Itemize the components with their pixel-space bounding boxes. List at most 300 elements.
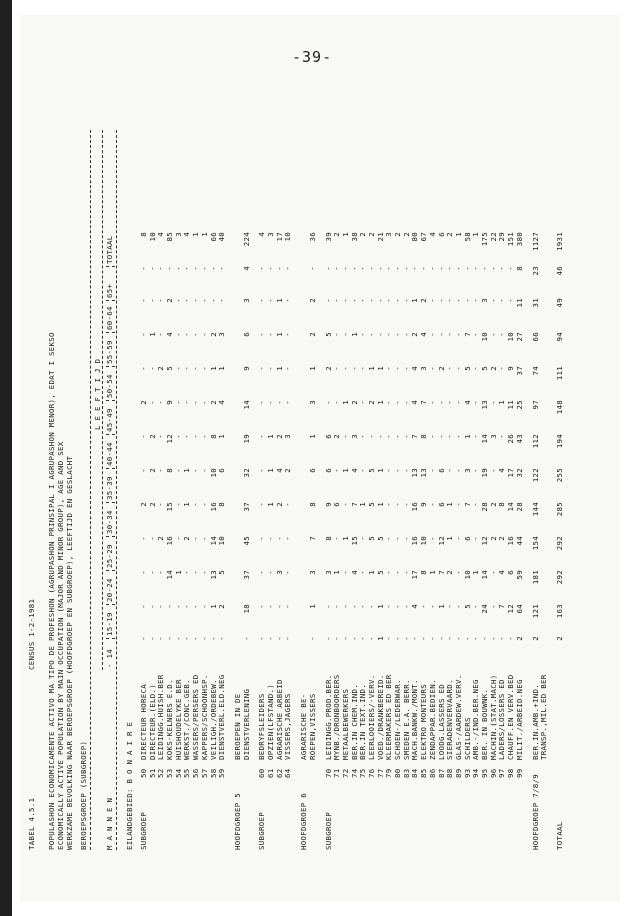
table-cell: 17 xyxy=(506,468,516,478)
table-cell: 6 xyxy=(436,232,446,237)
column-divider xyxy=(106,434,115,435)
table-cell: 2 xyxy=(349,400,359,405)
table-cell: 2 xyxy=(307,298,317,303)
row-label: WERKST./CONC.GEB. xyxy=(182,679,192,760)
table-cell: 255 xyxy=(555,468,565,483)
table-cell: 3 xyxy=(266,232,276,237)
table-cell: 1 xyxy=(471,232,481,237)
table-cell: - xyxy=(266,366,276,371)
table-cell: - xyxy=(156,400,166,405)
table-cell: - xyxy=(199,266,209,271)
table-cell: - xyxy=(139,434,148,439)
table-cell: - xyxy=(367,636,377,641)
table-row xyxy=(556,140,565,860)
table-cell: 39 xyxy=(323,232,333,242)
table-cell: - xyxy=(471,332,481,337)
table-cell: 4 xyxy=(241,266,251,271)
table-cell: 2 xyxy=(332,232,342,237)
table-cell: 6 xyxy=(332,502,342,507)
table-cell: - xyxy=(453,366,463,371)
table-cell: - xyxy=(375,298,385,303)
table-cell: - xyxy=(453,298,463,303)
table-cell: - xyxy=(266,298,276,303)
table-row xyxy=(218,140,227,860)
table-cell: 2 xyxy=(274,502,284,507)
table-cell: 37 xyxy=(241,570,251,580)
table-cell: 5 xyxy=(479,366,489,371)
column-divider xyxy=(106,604,115,605)
table-cell: - xyxy=(323,298,333,303)
row-label: KOKS-KELNERS E.D. xyxy=(165,679,175,760)
rule-leeftijd xyxy=(102,130,103,670)
table-cell: 285 xyxy=(555,502,565,517)
table-cell: - xyxy=(173,400,183,405)
table-cell: - xyxy=(147,266,157,271)
table-cell: 1 xyxy=(462,434,472,439)
table-cell: - xyxy=(182,266,192,271)
table-cell: 94 xyxy=(555,332,565,342)
row-code: 72 xyxy=(340,768,350,778)
table-cell: - xyxy=(384,536,394,541)
table-cell: 6 xyxy=(241,332,251,337)
table-cell: 3 xyxy=(479,298,489,303)
row-label: LADERS/LOSSERS ED xyxy=(497,679,507,760)
table-cell: - xyxy=(257,536,267,541)
table-cell: 1 xyxy=(182,502,192,507)
table-cell: - xyxy=(471,468,481,473)
table-cell: - xyxy=(156,604,166,609)
table-cell: - xyxy=(358,636,368,641)
table-cell: 1 xyxy=(349,332,359,337)
table-cell: - xyxy=(332,604,342,609)
table-cell: - xyxy=(199,468,209,473)
table-cell: - xyxy=(199,604,209,609)
table-cell: 43 xyxy=(514,434,524,444)
table-cell: - xyxy=(375,332,385,337)
table-cell: - xyxy=(323,604,333,609)
row-label: SMEDEN E.A. BERR. xyxy=(401,679,411,760)
table-cell: - xyxy=(165,636,175,641)
table-cell: - xyxy=(266,266,276,271)
table-cell: 13 xyxy=(419,468,429,478)
column-header: - 14 xyxy=(105,649,114,668)
table-cell: - xyxy=(436,400,446,405)
table-cell: - xyxy=(410,266,420,271)
row-code: 75 xyxy=(358,768,368,778)
table-cell: - xyxy=(427,434,437,439)
table-cell: - xyxy=(241,636,251,641)
table-cell: - xyxy=(266,604,276,609)
table-cell: - xyxy=(401,400,411,405)
table-cell: 1 xyxy=(147,332,157,337)
table-cell: 3 xyxy=(462,468,472,473)
column-divider xyxy=(106,536,115,537)
table-cell: - xyxy=(401,468,411,473)
table-cell: 8 xyxy=(323,536,333,541)
table-cell: - xyxy=(393,298,403,303)
table-cell: 3 xyxy=(241,298,251,303)
row-label: BER.IN CHEM.IND. xyxy=(349,684,359,760)
table-cell: - xyxy=(191,502,201,507)
column-header-row xyxy=(106,100,116,860)
table-cell: - xyxy=(257,570,267,575)
table-cell: - xyxy=(283,536,293,541)
row-label: BEROEPEN IN DE xyxy=(233,693,242,760)
title-line-3: WERKZAME BEVOLKING NAAR BEROEPSGROEP (HOOFDGROEP EN SUBGROEP), LEEFTIJD EN GESLACHT xyxy=(65,455,74,850)
sex-heading: M A N N E N xyxy=(105,797,114,850)
table-cell: - xyxy=(410,636,420,641)
table-cell: 1 xyxy=(436,604,446,609)
table-cell: - xyxy=(283,570,293,575)
table-cell: - xyxy=(393,570,403,575)
table-cell: - xyxy=(283,502,293,507)
table-cell: 2 xyxy=(445,570,455,575)
table-cell: 7 xyxy=(410,434,420,439)
table-cell: 2 xyxy=(182,536,192,541)
section-label: HOOFDGROEP 6 xyxy=(299,793,309,850)
table-cell: 194 xyxy=(555,434,565,449)
table-cell: 14 xyxy=(479,570,489,580)
table-cell: - xyxy=(156,570,166,575)
table-cell: 4 xyxy=(410,366,420,371)
table-cell: - xyxy=(349,636,359,641)
row-code: 76 xyxy=(367,768,377,778)
table-cell: 4 xyxy=(419,332,429,337)
section-label: HOOFDGROEP 7/8/9 xyxy=(530,774,540,850)
table-cell: - xyxy=(257,266,267,271)
table-cell: 1 xyxy=(375,366,385,371)
table-cell: - xyxy=(453,636,463,641)
table-cell: - xyxy=(393,266,403,271)
table-cell: - xyxy=(384,298,394,303)
table-cell: 15 xyxy=(349,536,359,546)
table-cell: 1 xyxy=(199,232,209,237)
row-code: 74 xyxy=(349,768,359,778)
table-cell: 7 xyxy=(419,400,429,405)
table-cell: 2 xyxy=(156,536,166,541)
table-row xyxy=(516,140,525,860)
table-cell: 1 xyxy=(471,570,481,575)
census-label: CENSUS 1-2-1981 xyxy=(27,598,36,670)
table-cell: 9 xyxy=(165,400,175,405)
table-cell: - xyxy=(307,266,317,271)
table-cell: 7 xyxy=(307,536,317,541)
table-cell: - xyxy=(427,536,437,541)
table-cell: 14 xyxy=(506,502,516,512)
table-cell: 1 xyxy=(445,502,455,507)
table-cell: - xyxy=(340,502,350,507)
table-cell: 1 xyxy=(191,232,201,237)
row-code: 51 xyxy=(147,768,157,778)
table-cell: - xyxy=(332,400,342,405)
table-cell: 1931 xyxy=(555,232,565,251)
table-cell: - xyxy=(182,400,192,405)
table-cell: - xyxy=(375,434,385,439)
table-cell: - xyxy=(173,604,183,609)
column-header: 15-19 xyxy=(105,612,114,636)
section-label: SUBGROEP xyxy=(139,812,148,850)
table-cell: - xyxy=(427,636,437,641)
table-cell: - xyxy=(349,298,359,303)
table-cell: 24 xyxy=(479,604,489,614)
table-cell: - xyxy=(199,502,209,507)
table-cell: - xyxy=(147,400,157,405)
table-cell: 1 xyxy=(307,366,317,371)
table-cell: - xyxy=(323,636,333,641)
table-cell: 21 xyxy=(375,232,385,242)
table-cell: 7 xyxy=(497,604,507,609)
table-cell: - xyxy=(332,266,342,271)
table-cell: 2 xyxy=(147,502,157,507)
table-cell: 4 xyxy=(410,400,420,405)
table-cell: - xyxy=(274,266,284,271)
table-cell: 3 xyxy=(283,434,293,439)
row-label: OPZIEN(LFSTAND.) xyxy=(266,684,276,760)
table-cell: 8 xyxy=(419,570,429,575)
row-code: 55 xyxy=(182,768,192,778)
table-cell: 9 xyxy=(241,366,251,371)
rule-colhead xyxy=(116,130,117,850)
row-group xyxy=(556,140,565,860)
table-cell: - xyxy=(199,570,209,575)
table-cell: 7 xyxy=(462,502,472,507)
table-cell: - xyxy=(367,332,377,337)
table-cell: - xyxy=(419,604,429,609)
table-cell: - xyxy=(139,468,148,473)
row-label: BER. IN BOUWNK. xyxy=(479,688,489,760)
table-cell: - xyxy=(191,434,201,439)
row-label: MACH.BANKW./MONT. xyxy=(410,679,420,760)
table-cell: - xyxy=(191,536,201,541)
table-cell: 1 xyxy=(274,366,284,371)
column-header: 55-59 xyxy=(105,340,114,364)
table-cell: - xyxy=(340,366,350,371)
table-cell: 15 xyxy=(165,502,175,512)
table-cell: 7 xyxy=(349,502,359,507)
row-code: 70 xyxy=(323,768,333,778)
row-code: 94 xyxy=(471,768,481,778)
table-cell: 5 xyxy=(367,502,377,507)
table-cell: 46 xyxy=(555,266,565,276)
title-line-2: ECONOMICALLY ACTIVE POPULATION BY MAIN OCCUPATION (MAJOR AND MINOR GROUP), AGE AND SEX xyxy=(56,441,65,850)
table-row xyxy=(243,140,252,860)
table-cell: 7 xyxy=(462,332,472,337)
table-cell: - xyxy=(257,332,267,337)
table-cell: 44 xyxy=(514,536,524,546)
table-cell: 3 xyxy=(274,570,284,575)
table-cell: - xyxy=(488,298,498,303)
table-cell: - xyxy=(182,298,192,303)
table-row xyxy=(284,140,293,860)
table-cell: - xyxy=(173,536,183,541)
table-cell: - xyxy=(488,332,498,337)
column-header: 60-64 xyxy=(105,306,114,330)
table-cell: - xyxy=(147,536,157,541)
row-label: DIRECTEUR.(ELD.) xyxy=(147,684,157,760)
table-cell: 12 xyxy=(506,604,516,614)
row-label: DIENSTVERLENING xyxy=(241,688,251,760)
table-cell: 5 xyxy=(217,570,227,575)
table-cell: - xyxy=(257,636,267,641)
table-cell: 148 xyxy=(555,400,565,415)
table-cell: 59 xyxy=(514,570,524,580)
row-label: TRANSP.,MIL.ED BER xyxy=(539,674,549,760)
table-cell: - xyxy=(191,570,201,575)
table-cell: - xyxy=(453,570,463,575)
table-cell: - xyxy=(199,332,209,337)
table-cell: 1 xyxy=(332,570,342,575)
table-cell: 19 xyxy=(479,468,489,478)
table-cell: 4 xyxy=(182,232,192,237)
table-cell: - xyxy=(173,298,183,303)
table-cell: 292 xyxy=(555,536,565,551)
column-header: 40-44 xyxy=(105,442,114,466)
table-cell: - xyxy=(506,266,516,271)
table-cell: - xyxy=(462,298,472,303)
table-cell: 18 xyxy=(241,604,251,614)
table-cell: - xyxy=(471,400,481,405)
table-cell: - xyxy=(332,298,342,303)
table-cell: - xyxy=(332,468,342,473)
row-code: 85 xyxy=(419,768,429,778)
table-cell: - xyxy=(340,298,350,303)
table-cell: 28 xyxy=(479,502,489,512)
table-cell: 1 xyxy=(208,366,218,371)
column-header: TOTAAL xyxy=(105,235,114,264)
title-line-1: POPULASHON ECONOMICAMENTE ACTIVO MA TIPO DE PROFESHON (AGRUPASHON PRINSIPAL I AGRUPASHON MENOR), EDAT I SEKSO xyxy=(47,332,56,850)
table-cell: - xyxy=(257,366,267,371)
table-cell: - xyxy=(323,266,333,271)
table-cell: - xyxy=(384,366,394,371)
row-label: SCHILDERS xyxy=(462,717,472,760)
table-cell: - xyxy=(156,468,166,473)
table-cell: - xyxy=(436,434,446,439)
table-cell: - xyxy=(283,400,293,405)
rotated-table xyxy=(20,100,580,860)
table-cell: - xyxy=(274,604,284,609)
table-cell: 2 xyxy=(488,536,498,541)
table-cell: - xyxy=(208,636,218,641)
table-cell: - xyxy=(506,298,516,303)
table-cell: - xyxy=(401,366,411,371)
table-cell: - xyxy=(349,604,359,609)
table-cell: - xyxy=(274,636,284,641)
row-code: 95 xyxy=(479,768,489,778)
table-cell: - xyxy=(453,502,463,507)
table-cell: 29 xyxy=(497,232,507,242)
table-cell: 14 xyxy=(165,570,175,580)
row-group xyxy=(532,140,549,860)
row-code: 64 xyxy=(283,768,293,778)
row-group xyxy=(140,140,227,860)
row-label: SCHOEN-/LEDERWAR. xyxy=(393,679,403,760)
table-cell: 58 xyxy=(462,232,472,242)
table-cell: - xyxy=(436,332,446,337)
row-code: 79 xyxy=(384,768,394,778)
table-cell: - xyxy=(384,570,394,575)
table-cell: - xyxy=(349,366,359,371)
table-cell: 1 xyxy=(266,468,276,473)
table-cell: - xyxy=(340,266,350,271)
table-cell: 4 xyxy=(497,570,507,575)
table-cell: 144 xyxy=(530,502,540,517)
table-cell: - xyxy=(147,604,157,609)
table-cell: 16 xyxy=(208,502,218,512)
row-label: AGRARISCHE BE- xyxy=(299,693,309,760)
table-cell: - xyxy=(393,400,403,405)
table-cell: - xyxy=(208,266,218,271)
table-cell: - xyxy=(147,570,157,575)
table-cell: 2 xyxy=(393,232,403,237)
table-cell: - xyxy=(471,636,481,641)
row-label: ELEKTRO MONTEURS xyxy=(419,684,429,760)
table-cell: - xyxy=(445,298,455,303)
table-cell: - xyxy=(358,266,368,271)
table-cell: - xyxy=(497,434,507,439)
table-cell: - xyxy=(358,400,368,405)
table-cell: - xyxy=(165,266,175,271)
table-cell: - xyxy=(139,266,148,271)
table-cell: 2 xyxy=(488,366,498,371)
table-cell: - xyxy=(147,636,157,641)
table-cell: - xyxy=(488,400,498,405)
table-cell: 1 xyxy=(217,366,227,371)
table-cell: - xyxy=(208,298,218,303)
row-code: 98 xyxy=(506,768,516,778)
table-cell: - xyxy=(401,570,411,575)
table-cell: - xyxy=(173,366,183,371)
table-cell: 112 xyxy=(530,434,540,449)
row-label: ZENDAPPAR.BEDIEN. xyxy=(427,679,437,760)
table-cell: - xyxy=(340,434,350,439)
table-cell: - xyxy=(307,636,317,641)
table-cell: 121 xyxy=(530,604,540,619)
row-code: 50 xyxy=(139,768,148,778)
row-label: DIRECTEUR HORECA xyxy=(139,684,148,760)
table-cell: 1 xyxy=(217,434,227,439)
table-cell: 224 xyxy=(241,232,251,247)
row-code: 52 xyxy=(156,768,166,778)
table-cell: 37 xyxy=(241,502,251,512)
table-cell: 8 xyxy=(217,502,227,507)
table-cell: 8 xyxy=(139,232,148,237)
row-code: 61 xyxy=(266,768,276,778)
table-cell: 40 xyxy=(217,232,227,242)
table-cell: - xyxy=(367,604,377,609)
table-cell: - xyxy=(436,298,446,303)
table-cell: - xyxy=(453,468,463,473)
column-divider xyxy=(106,638,115,639)
row-code: 89 xyxy=(453,768,463,778)
table-cell: 6 xyxy=(323,434,333,439)
table-cell: 2 xyxy=(358,232,368,237)
section-label: TOTAAL xyxy=(555,821,565,850)
table-cell: 4 xyxy=(156,232,166,237)
row-label: LOODG.LASSERS ED xyxy=(436,684,446,760)
table-cell: - xyxy=(257,298,267,303)
table-cell: - xyxy=(367,266,377,271)
table-cell: 4 xyxy=(217,400,227,405)
table-cell: 2 xyxy=(445,232,455,237)
page-number: -39- xyxy=(292,48,333,66)
table-row xyxy=(309,140,318,860)
table-cell: - xyxy=(139,636,148,641)
table-cell: - xyxy=(358,298,368,303)
table-cell: - xyxy=(323,400,333,405)
table-cell: 2 xyxy=(139,502,148,507)
table-cell: - xyxy=(283,636,293,641)
row-code: 96 xyxy=(488,768,498,778)
